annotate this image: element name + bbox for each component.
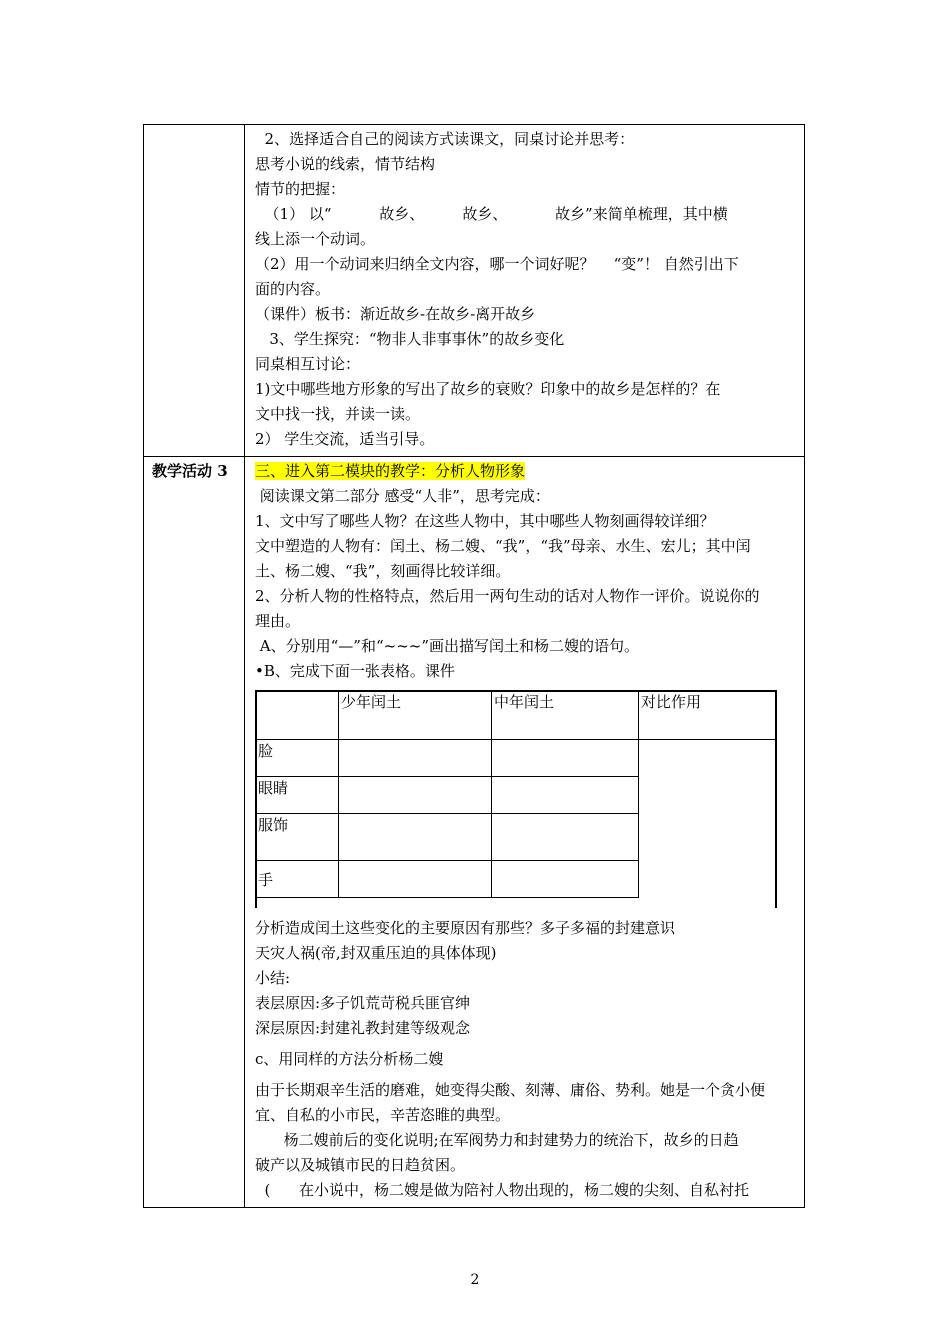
activity-text (245, 125, 804, 456)
text-line: 2、选择适合自己的阅读方式读课文，同桌讨论并思考： (255, 130, 635, 148)
text-line: 破产以及城镇市民的日趋贫困。 (255, 1156, 466, 1174)
text-line: 情节的把握： (255, 180, 346, 198)
text-line: 面的内容。 (255, 280, 331, 298)
text-line: （1） 以“ 故乡、 故乡、 故乡”来简单梳理，其中横 (255, 205, 728, 223)
row-label-cell (144, 125, 245, 457)
text-line: 阅读课文第二部分 感受“人非”，思考完成： (255, 487, 550, 505)
table-border (255, 690, 777, 692)
text-line: 理由。 (255, 612, 301, 630)
text-line: （课件）板书：渐近故乡-在故乡-离开故乡 (255, 305, 536, 323)
row-label (144, 125, 244, 127)
table-row-label: 眼睛 (256, 777, 339, 814)
table-cell (639, 740, 776, 898)
text-line: 表层原因:多子饥荒苛税兵匪官绅 (255, 994, 471, 1012)
text-line: ( 在小说中，杨二嫂是做为陪衬人物出现的，杨二嫂的尖刻、自私衬托 (255, 1181, 750, 1199)
text-line: （2）用一个动词来归纳全文内容，哪一个词好呢？ “变”！ 自然引出下 (255, 255, 739, 273)
text-line: 由于长期艰辛生活的磨难，她变得尖酸、刻薄、庸俗、势利。她是一个贪小便 (255, 1081, 766, 1099)
table-cell (339, 777, 492, 814)
table-header-cell (256, 691, 339, 740)
text-line: •B、完成下面一张表格。课件 (255, 662, 455, 680)
table-row-label: 服饰 (256, 814, 339, 861)
table-row (256, 740, 776, 777)
text-line: 1、文中写了哪些人物？在这些人物中，其中哪些人物刻画得较详细？ (255, 512, 715, 530)
text-line: 3、学生探究：“物非人非事事休”的故乡变化 (255, 330, 565, 348)
text-line: 天灾人祸(帝,封双重压迫的具体体现) (255, 944, 497, 962)
text-line: 土、杨二嫂、“我”，刻画得比较详细。 (255, 562, 511, 580)
table-cell (492, 740, 639, 777)
text-line: 同桌相互讨论： (255, 355, 361, 373)
text-line: 2） 学生交流，适当引导。 (255, 430, 435, 448)
row-label: 教学活动 3 (152, 462, 228, 480)
table-row-label: 脸 (256, 740, 339, 777)
page-number: 2 (470, 1272, 480, 1288)
table-cell (492, 814, 639, 861)
table-header-cell: 中年闰土 (492, 691, 639, 740)
activity-text (245, 457, 804, 1207)
lesson-plan-table (143, 124, 805, 1208)
text-line: c、用同样的方法分析杨二嫂 (255, 1050, 444, 1068)
table-border (775, 690, 777, 908)
table-cell (339, 814, 492, 861)
table-header-cell: 少年闰土 (339, 691, 492, 740)
text-line: 宜、自私的小市民，辛苦恣睢的典型。 (255, 1106, 511, 1124)
table-row (144, 125, 805, 457)
text-line: 线上添一个动词。 (255, 230, 376, 248)
text-line: 文中找一找，并读一读。 (255, 405, 421, 423)
text-line: 文中塑造的人物有：闰土、杨二嫂、“我”，“我”母亲、水生、宏儿；其中闰 (255, 537, 751, 555)
table-cell (492, 861, 639, 898)
row-label-cell (144, 457, 245, 1208)
table-header-cell: 对比作用 (639, 691, 776, 740)
table-row (144, 457, 805, 1208)
comparison-table (255, 690, 776, 898)
text-line: 思考小说的线索，情节结构 (255, 155, 436, 173)
text-line: 深层原因:封建礼教封建等级观念 (255, 1019, 471, 1037)
table-cell (339, 861, 492, 898)
text-line: 小结: (255, 969, 291, 987)
comparison-table-wrap (255, 690, 777, 910)
row-content-cell (245, 457, 805, 1208)
table-border (255, 690, 257, 908)
row-content-cell (245, 125, 805, 457)
table-cell (492, 777, 639, 814)
table-row-label: 手 (256, 861, 339, 898)
section-heading: 三、进入第二模块的教学：分析人物形象 (255, 462, 526, 480)
text-line: A、分别用“—”和“~~~”画出描写闰土和杨二嫂的语句。 (255, 637, 639, 655)
text-line: 杨二嫂前后的变化说明;在军阀势力和封建势力的统治下，故乡的日趋 (255, 1131, 739, 1149)
table-cell (339, 740, 492, 777)
text-line: 1)文中哪些地方形象的写出了故乡的衰败？印象中的故乡是怎样的？在 (255, 380, 721, 398)
text-line: 2、分析人物的性格特点，然后用一两句生动的话对人物作一评价。说说你的 (255, 587, 760, 605)
text-line: 分析造成闰土这些变化的主要原因有那些？多子多福的封建意识 (255, 919, 676, 937)
table-header-row (256, 691, 776, 740)
